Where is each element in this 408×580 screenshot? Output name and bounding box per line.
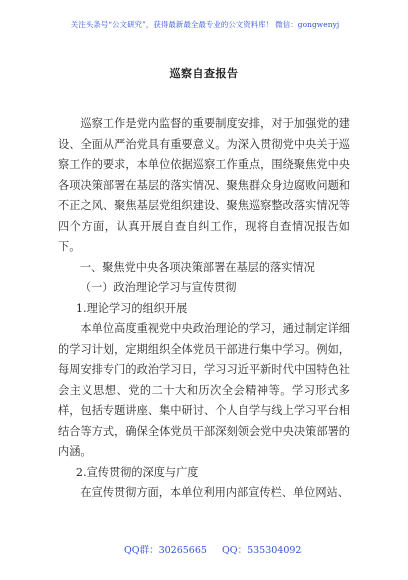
item-paragraph-1: 本单位高度重视党中央政治理论的学习，通过制定详细的学习计划，定期组织全体党员干部进行集中学习。例如，每周安排专门的政治学习日，学习习近平新时代中国特色社会主义思想、党的二十大和历次全会精神等。学习形式多样，包括专题讲座、集中研讨、个人自学与线上学习平台相结合等方式，确保全体党员干部深刻领会党中央决策部署的内涵。 (58, 322, 350, 458)
item-heading-1: 1.理论学习的组织开展 (75, 301, 188, 315)
item-paragraph-2: 在宣传贯彻方面，本单位利用内部宣传栏、单位网站、 (80, 486, 349, 499)
header-banner (0, 19, 408, 30)
qq-number: QQ：535304092 (222, 545, 302, 556)
footer-contacts (0, 542, 408, 556)
section-heading-1: 一、聚焦党中央各项决策部署在基层的落实情况 (79, 260, 315, 274)
document-title: 巡察自查报告 (169, 67, 239, 80)
banner-wechat: 微信：gongwenyj (275, 20, 340, 29)
qq-group-number: QQ群：30265665 (124, 545, 207, 556)
item-heading-2: 2.宣传贯彻的深度与广度 (75, 465, 199, 479)
document-body (58, 114, 350, 504)
subsection-heading-1: （一）政治理论学习与宣传贯彻 (79, 281, 237, 294)
intro-paragraph: 巡察工作是党内监督的重要制度安排，对于加强党的建设、全面从严治党具有重要意义。为深入贯彻党中央关于巡察工作的要求，本单位依据巡察工作重点，围绕聚焦党中央各项决策部署在基层的落实情况、聚焦群众身边腐败问题和不正之风、聚焦基层党组织建设、聚焦巡察整改落实情况等四个方面，认真开展自查自纠工作，现将自查情况报告如下。 (58, 117, 350, 253)
banner-text: 关注头条号“公文研究”，获得最新最全最专业的公文资料库！ (70, 20, 274, 29)
